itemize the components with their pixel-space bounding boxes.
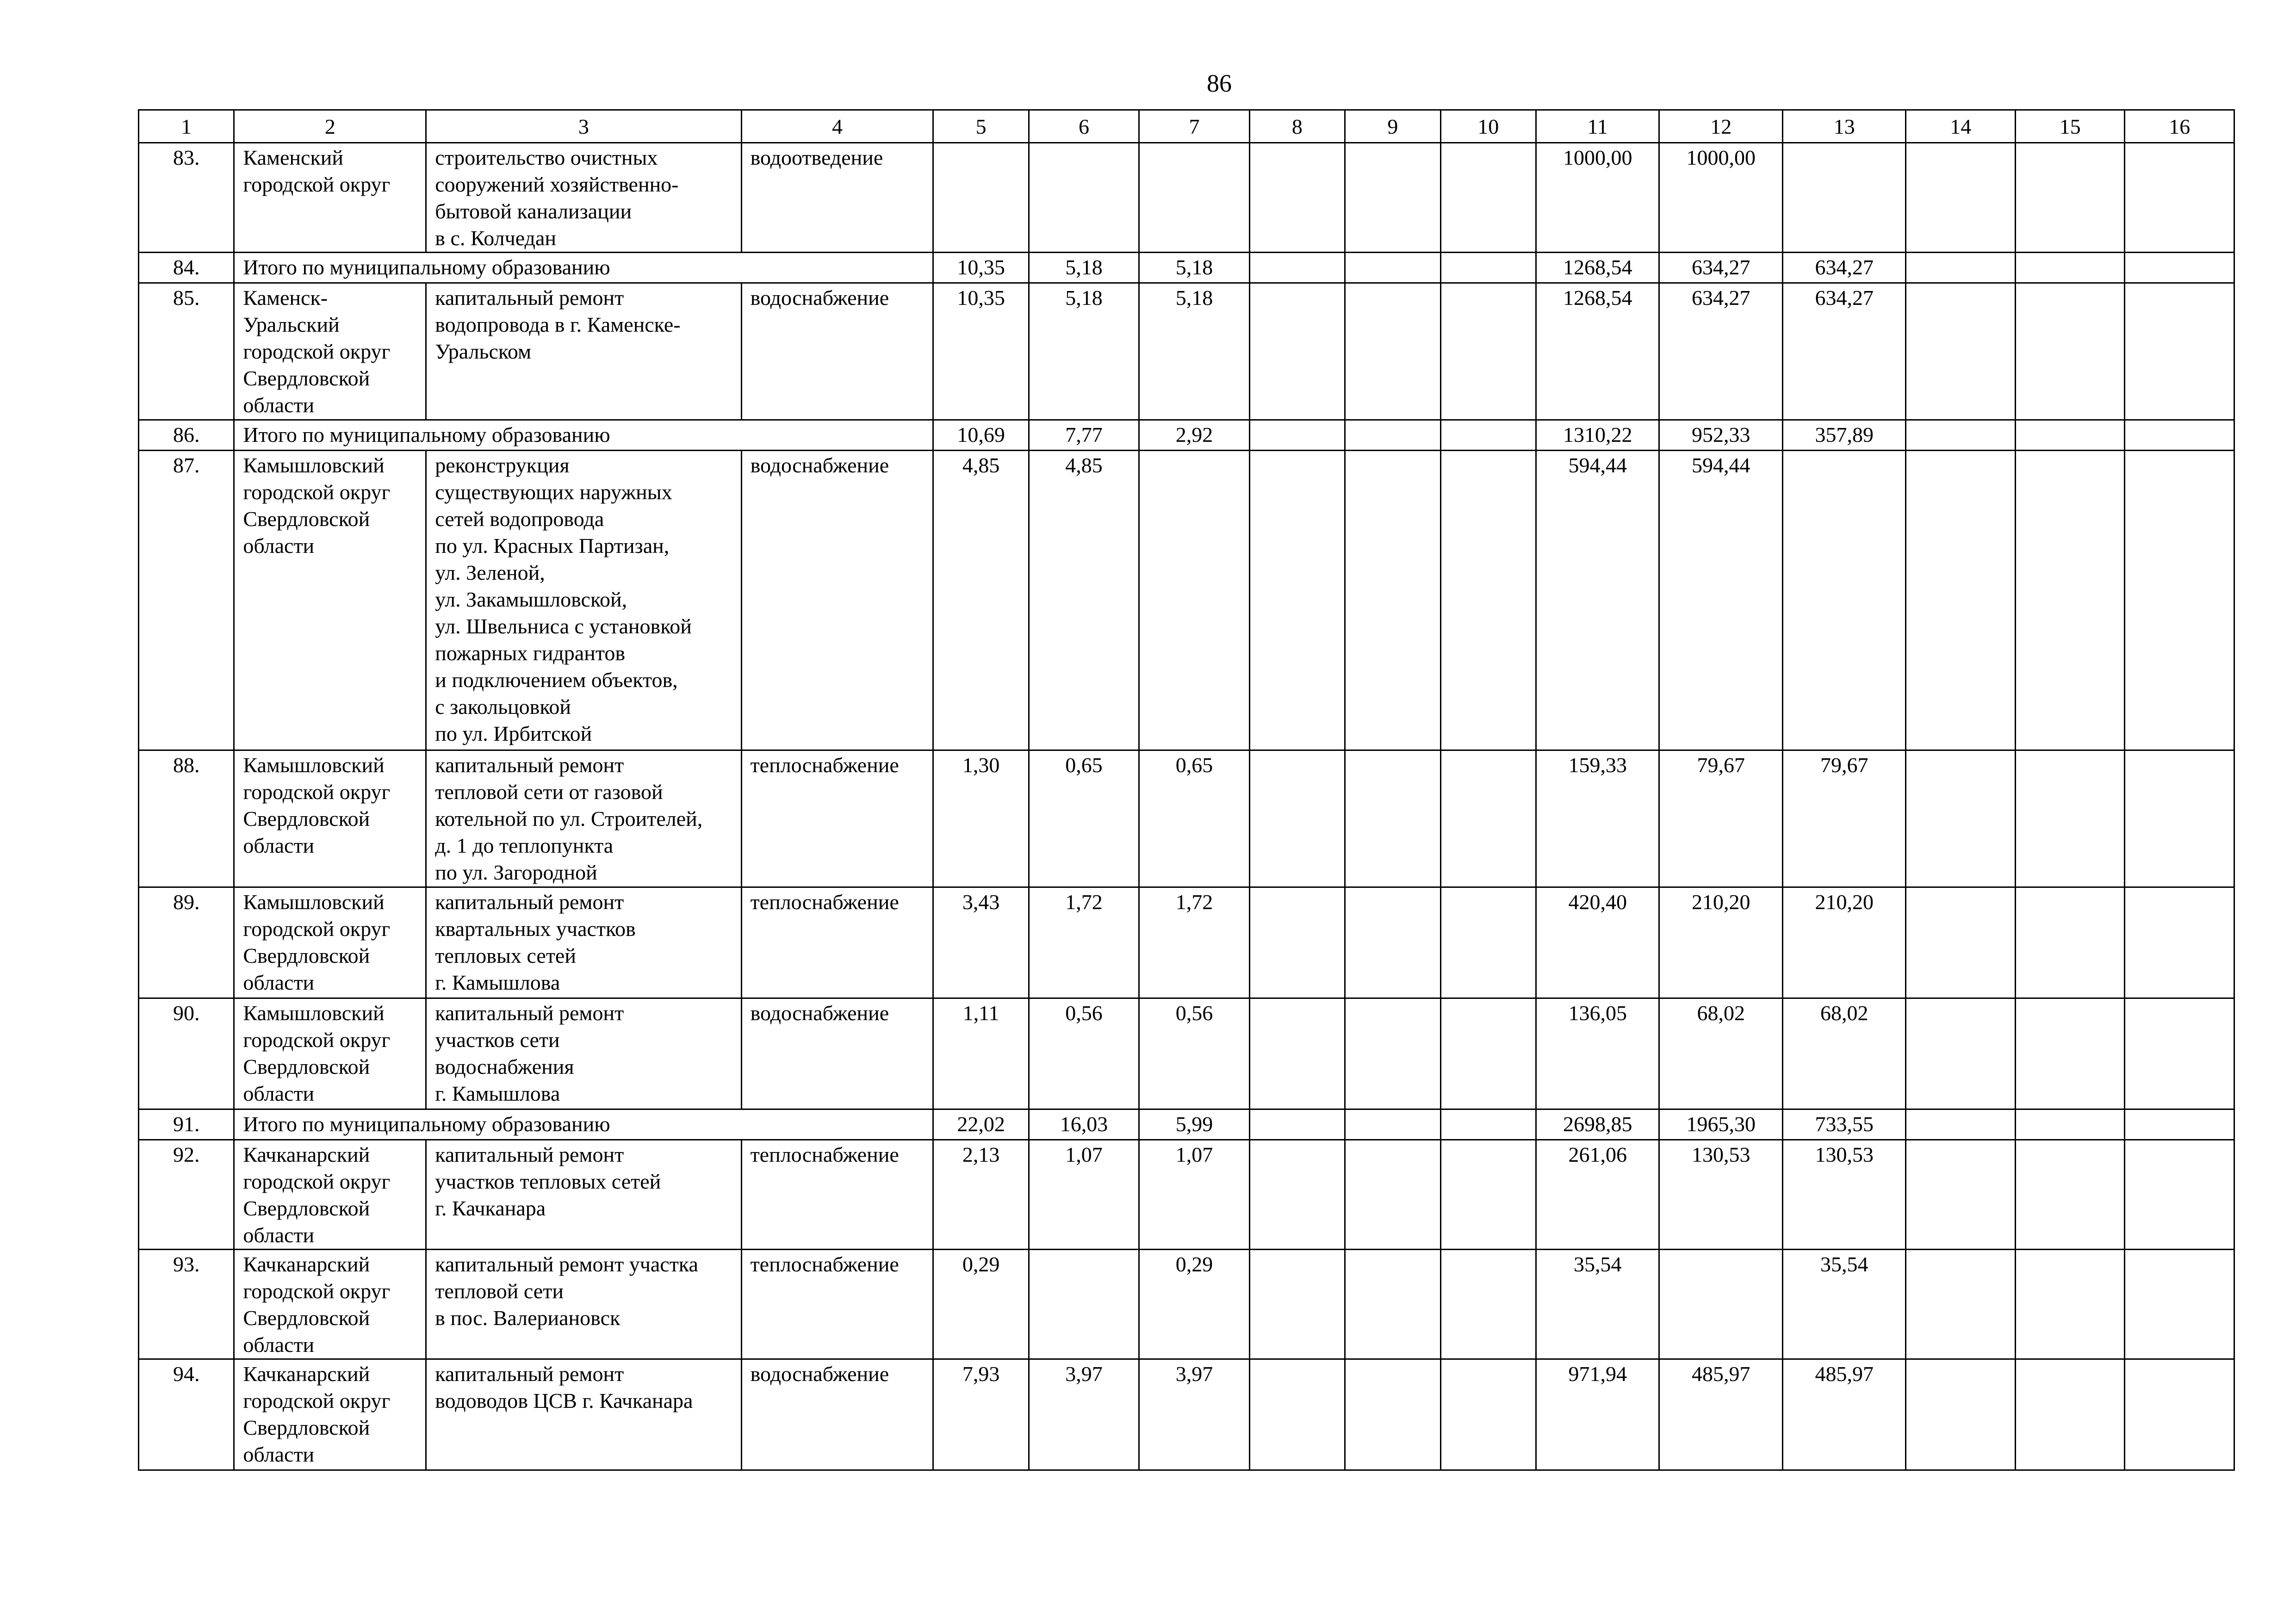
kind-cell: водоснабжение [741,451,933,750]
value-cell-col-13: 485,97 [1782,1359,1906,1470]
municipality-cell-line: Свердловской [243,944,370,967]
project-cell-line: и подключением объектов, [435,668,678,692]
value-cell-col-9 [1345,143,1440,253]
value-cell-col-8 [1249,1140,1345,1250]
project-cell-line: участков тепловых сетей [435,1170,661,1193]
value-cell-col-7: 1,07 [1139,1140,1249,1250]
value-cell-col-16 [2125,143,2234,253]
value-cell-col-13: 210,20 [1782,887,1906,998]
municipality-cell-line: области [243,971,315,994]
value-cell-col-9 [1345,1359,1440,1470]
column-header-16: 16 [2125,110,2234,143]
table-row [139,143,2234,253]
value-cell-col-16 [2125,887,2234,998]
column-header-1: 1 [139,110,234,143]
header-row [139,110,2234,143]
value-cell-col-7: 5,99 [1139,1109,1249,1140]
column-header-3: 3 [426,110,741,143]
project-cell-line: бытовой канализации [435,199,632,223]
value-cell-col-15 [2015,253,2124,283]
value-cell-col-14 [1906,998,2015,1109]
column-header-8: 8 [1249,110,1345,143]
value-cell-col-11: 35,54 [1536,1250,1659,1359]
value-cell-col-12: 1965,30 [1659,1109,1783,1140]
value-cell-col-12: 210,20 [1659,887,1783,998]
row-number: 92. [139,1140,234,1250]
value-cell-col-8 [1249,887,1345,998]
project-cell-line: водоснабжения [435,1055,574,1078]
row-number: 87. [139,451,234,750]
municipality-cell-line: городской округ [243,340,391,363]
row-number: 89. [139,887,234,998]
value-cell-col-5 [933,143,1029,253]
value-cell-col-14 [1906,887,2015,998]
total-row [139,1109,2234,1140]
column-header-15: 15 [2015,110,2124,143]
row-number: 93. [139,1250,234,1359]
value-cell-col-11: 1268,54 [1536,283,1659,420]
municipality-cell-line: Качканарский [243,1143,370,1166]
project-cell-line: г. Камышлова [435,971,560,994]
value-cell-col-13: 733,55 [1782,1109,1906,1140]
kind-cell: водоснабжение [741,998,933,1109]
municipality-cell-line: городской округ [243,780,391,804]
kind-cell: водоотведение [741,143,933,253]
value-cell-col-8 [1249,451,1345,750]
value-cell-col-8 [1249,998,1345,1109]
project-cell-line: тепловой сети [435,1279,564,1303]
value-cell-col-16 [2125,1109,2234,1140]
value-cell-col-12: 68,02 [1659,998,1783,1109]
column-header-9: 9 [1345,110,1440,143]
project-cell-line: ул. Закамышловской, [435,588,627,611]
value-cell-col-9 [1345,1250,1440,1359]
column-header-6: 6 [1029,110,1139,143]
value-cell-col-7: 2,92 [1139,420,1249,451]
municipality-cell [234,1250,426,1359]
value-cell-col-14 [1906,253,2015,283]
value-cell-col-10 [1440,143,1536,253]
project-cell-line: сетей водопровода [435,507,604,531]
municipality-cell [234,887,426,998]
project-cell-line: пожарных гидрантов [435,641,626,665]
project-cell [426,143,741,253]
column-header-11: 11 [1536,110,1659,143]
value-cell-col-5: 0,29 [933,1250,1029,1359]
value-cell-col-15 [2015,1250,2124,1359]
row-number: 90. [139,998,234,1109]
project-cell-line: по ул. Красных Партизан, [435,534,670,558]
value-cell-col-10 [1440,451,1536,750]
value-cell-col-5: 10,35 [933,253,1029,283]
project-cell-line: строительство очистных [435,146,658,169]
value-cell-col-12: 952,33 [1659,420,1783,451]
project-cell-line: с закольцовкой [435,695,571,719]
column-header-4: 4 [741,110,933,143]
total-label: Итого по муниципальному образованию [234,1109,933,1140]
value-cell-col-6: 1,72 [1029,887,1139,998]
kind-cell: теплоснабжение [741,1140,933,1250]
municipality-cell-line: Каменск- [243,286,328,310]
row-number: 88. [139,750,234,887]
value-cell-col-6: 7,77 [1029,420,1139,451]
value-cell-col-7 [1139,451,1249,750]
project-cell-line: по ул. Загородной [435,861,597,884]
table-row [139,1359,2234,1470]
value-cell-col-7: 5,18 [1139,283,1249,420]
project-cell-line: сооружений хозяйственно- [435,173,679,196]
municipality-cell [234,750,426,887]
municipality-cell-line: области [243,1223,315,1247]
value-cell-col-5: 3,43 [933,887,1029,998]
value-cell-col-12: 594,44 [1659,451,1783,750]
value-cell-col-7 [1139,143,1249,253]
total-label: Итого по муниципальному образованию [234,420,933,451]
row-number: 94. [139,1359,234,1470]
value-cell-col-10 [1440,998,1536,1109]
municipality-cell-line: городской округ [243,1279,391,1303]
project-cell [426,451,741,750]
column-header-14: 14 [1906,110,2015,143]
value-cell-col-15 [2015,1109,2124,1140]
municipality-cell-line: городской округ [243,173,391,196]
value-cell-col-7: 0,56 [1139,998,1249,1109]
value-cell-col-6: 4,85 [1029,451,1139,750]
project-cell-line: г. Камышлова [435,1082,560,1105]
municipality-cell-line: Качканарский [243,1252,370,1276]
project-cell-line: г. Качканара [435,1196,546,1220]
value-cell-col-12: 634,27 [1659,283,1783,420]
municipality-cell-line: Свердловской [243,1196,370,1220]
value-cell-col-13 [1782,451,1906,750]
value-cell-col-16 [2125,1250,2234,1359]
value-cell-col-12: 130,53 [1659,1140,1783,1250]
total-row [139,253,2234,283]
value-cell-col-6: 1,07 [1029,1140,1139,1250]
data-table [138,109,2235,1471]
value-cell-col-8 [1249,420,1345,451]
value-cell-col-15 [2015,451,2124,750]
value-cell-col-11: 1268,54 [1536,253,1659,283]
value-cell-col-5: 10,35 [933,283,1029,420]
municipality-cell-line: области [243,1443,315,1466]
value-cell-col-16 [2125,253,2234,283]
value-cell-col-14 [1906,1250,2015,1359]
value-cell-col-6: 0,56 [1029,998,1139,1109]
value-cell-col-9 [1345,420,1440,451]
kind-cell: водоснабжение [741,283,933,420]
value-cell-col-13: 68,02 [1782,998,1906,1109]
project-cell-line: водопровода в г. Каменске- [435,313,681,336]
table-row [139,283,2234,420]
value-cell-col-15 [2015,420,2124,451]
value-cell-col-14 [1906,283,2015,420]
value-cell-col-13: 357,89 [1782,420,1906,451]
municipality-cell [234,998,426,1109]
municipality-cell [234,451,426,750]
municipality-cell-line: Камышловский [243,453,385,477]
value-cell-col-9 [1345,451,1440,750]
value-cell-col-5: 1,11 [933,998,1029,1109]
value-cell-col-5: 1,30 [933,750,1029,887]
value-cell-col-14 [1906,750,2015,887]
value-cell-col-12: 1000,00 [1659,143,1783,253]
project-cell-line: реконструкция [435,453,570,477]
value-cell-col-8 [1249,253,1345,283]
column-header-7: 7 [1139,110,1249,143]
project-cell-line: квартальных участков [435,917,636,941]
value-cell-col-15 [2015,283,2124,420]
value-cell-col-13: 130,53 [1782,1140,1906,1250]
value-cell-col-12: 79,67 [1659,750,1783,887]
project-cell-line: существующих наружных [435,480,672,504]
value-cell-col-9 [1345,998,1440,1109]
project-cell-line: капитальный ремонт [435,1001,624,1025]
kind-cell: теплоснабжение [741,750,933,887]
value-cell-col-10 [1440,253,1536,283]
project-cell-line: тепловых сетей [435,944,576,967]
project-cell-line: капитальный ремонт [435,1143,624,1166]
page-number: 86 [1207,69,1232,97]
value-cell-col-14 [1906,420,2015,451]
project-cell-line: капитальный ремонт участка [435,1252,698,1276]
value-cell-col-6: 0,65 [1029,750,1139,887]
value-cell-col-16 [2125,750,2234,887]
project-cell-line: Уральском [435,340,532,363]
value-cell-col-9 [1345,887,1440,998]
value-cell-col-8 [1249,1250,1345,1359]
municipality-cell-line: Свердловской [243,507,370,531]
column-header-10: 10 [1440,110,1536,143]
project-cell-line: по ул. Ирбитской [435,722,592,745]
value-cell-col-15 [2015,1140,2124,1250]
value-cell-col-11: 420,40 [1536,887,1659,998]
project-cell-line: участков сети [435,1028,560,1052]
municipality-cell-line: городской округ [243,480,391,504]
table-row [139,1250,2234,1359]
project-cell-line: капитальный ремонт [435,286,624,310]
value-cell-col-15 [2015,998,2124,1109]
value-cell-col-9 [1345,1109,1440,1140]
value-cell-col-5: 2,13 [933,1140,1029,1250]
value-cell-col-11: 594,44 [1536,451,1659,750]
table-row [139,451,2234,750]
project-cell [426,887,741,998]
value-cell-col-8 [1249,1359,1345,1470]
value-cell-col-11: 1000,00 [1536,143,1659,253]
kind-cell: теплоснабжение [741,887,933,998]
value-cell-col-6 [1029,143,1139,253]
row-number: 83. [139,143,234,253]
value-cell-col-6: 16,03 [1029,1109,1139,1140]
value-cell-col-8 [1249,143,1345,253]
table-row [139,998,2234,1109]
value-cell-col-8 [1249,750,1345,887]
value-cell-col-13: 35,54 [1782,1250,1906,1359]
municipality-cell-line: Уральский [243,313,340,336]
project-cell-line: в с. Колчедан [435,226,556,250]
value-cell-col-14 [1906,1109,2015,1140]
value-cell-col-5: 4,85 [933,451,1029,750]
value-cell-col-7: 5,18 [1139,253,1249,283]
municipality-cell-line: области [243,534,315,558]
value-cell-col-15 [2015,750,2124,887]
value-cell-col-8 [1249,283,1345,420]
municipality-cell-line: Свердловской [243,1055,370,1078]
municipality-cell-line: городской округ [243,917,391,941]
project-cell-line: тепловой сети от газовой [435,780,663,804]
value-cell-col-10 [1440,1109,1536,1140]
municipality-cell-line: городской округ [243,1389,391,1412]
value-cell-col-6: 5,18 [1029,283,1139,420]
column-header-5: 5 [933,110,1029,143]
municipality-cell-line: Камышловский [243,1001,385,1025]
row-number: 85. [139,283,234,420]
value-cell-col-13: 79,67 [1782,750,1906,887]
project-cell-line: ул. Зеленой, [435,561,545,584]
value-cell-col-5: 22,02 [933,1109,1029,1140]
value-cell-col-14 [1906,451,2015,750]
project-cell-line: котельной по ул. Строителей, [435,807,703,830]
value-cell-col-10 [1440,1359,1536,1470]
kind-cell: водоснабжение [741,1359,933,1470]
total-label: Итого по муниципальному образованию [234,253,933,283]
value-cell-col-10 [1440,887,1536,998]
project-cell [426,1140,741,1250]
value-cell-col-14 [1906,143,2015,253]
value-cell-col-6 [1029,1250,1139,1359]
municipality-cell-line: Камышловский [243,753,385,777]
municipality-cell-line: области [243,1082,315,1105]
municipality-cell-line: Свердловской [243,1416,370,1439]
value-cell-col-5: 7,93 [933,1359,1029,1470]
row-number: 91. [139,1109,234,1140]
municipality-cell-line: области [243,393,315,417]
municipality-cell-line: Камышловский [243,890,385,914]
value-cell-col-12: 485,97 [1659,1359,1783,1470]
value-cell-col-16 [2125,1359,2234,1470]
value-cell-col-15 [2015,887,2124,998]
value-cell-col-10 [1440,750,1536,887]
value-cell-col-11: 2698,85 [1536,1109,1659,1140]
municipality-cell [234,1140,426,1250]
municipality-cell-line: Качканарский [243,1362,370,1386]
column-header-13: 13 [1782,110,1906,143]
value-cell-col-15 [2015,143,2124,253]
project-cell [426,1250,741,1359]
municipality-cell-line: области [243,1333,315,1357]
project-cell-line: капитальный ремонт [435,890,624,914]
value-cell-col-15 [2015,1359,2124,1470]
value-cell-col-10 [1440,420,1536,451]
value-cell-col-7: 0,29 [1139,1250,1249,1359]
table-row [139,1140,2234,1250]
value-cell-col-7: 3,97 [1139,1359,1249,1470]
table-row [139,750,2234,887]
project-cell-line: в пос. Валериановск [435,1306,621,1330]
municipality-cell [234,143,426,253]
project-cell [426,283,741,420]
value-cell-col-12: 634,27 [1659,253,1783,283]
value-cell-col-13: 634,27 [1782,283,1906,420]
value-cell-col-11: 971,94 [1536,1359,1659,1470]
value-cell-col-13 [1782,143,1906,253]
value-cell-col-11: 1310,22 [1536,420,1659,451]
value-cell-col-10 [1440,1250,1536,1359]
value-cell-col-7: 0,65 [1139,750,1249,887]
municipality-cell [234,283,426,420]
value-cell-col-16 [2125,451,2234,750]
project-cell [426,1359,741,1470]
value-cell-col-16 [2125,1140,2234,1250]
value-cell-col-14 [1906,1359,2015,1470]
value-cell-col-10 [1440,283,1536,420]
value-cell-col-16 [2125,283,2234,420]
municipality-cell-line: городской округ [243,1028,391,1052]
value-cell-col-16 [2125,998,2234,1109]
value-cell-col-16 [2125,420,2234,451]
municipality-cell-line: Каменский [243,146,344,169]
project-cell-line: водоводов ЦСВ г. Качканара [435,1389,693,1412]
project-cell [426,750,741,887]
value-cell-col-11: 136,05 [1536,998,1659,1109]
value-cell-col-10 [1440,1140,1536,1250]
table-row [139,887,2234,998]
value-cell-col-5: 10,69 [933,420,1029,451]
value-cell-col-9 [1345,750,1440,887]
municipality-cell-line: Свердловской [243,366,370,390]
project-cell-line: ул. Швельниса с установкой [435,614,692,638]
value-cell-col-9 [1345,283,1440,420]
column-header-2: 2 [234,110,426,143]
column-header-12: 12 [1659,110,1783,143]
value-cell-col-6: 3,97 [1029,1359,1139,1470]
municipality-cell-line: области [243,834,315,857]
value-cell-col-9 [1345,1140,1440,1250]
project-cell-line: капитальный ремонт [435,753,624,777]
value-cell-col-11: 261,06 [1536,1140,1659,1250]
kind-cell: теплоснабжение [741,1250,933,1359]
row-number: 84. [139,253,234,283]
municipality-cell-line: Свердловской [243,807,370,830]
project-cell-line: д. 1 до теплопункта [435,834,614,857]
value-cell-col-7: 1,72 [1139,887,1249,998]
value-cell-col-12 [1659,1250,1783,1359]
value-cell-col-13: 634,27 [1782,253,1906,283]
municipality-cell-line: городской округ [243,1170,391,1193]
municipality-cell-line: Свердловской [243,1306,370,1330]
municipality-cell [234,1359,426,1470]
project-cell-line: капитальный ремонт [435,1362,624,1386]
value-cell-col-11: 159,33 [1536,750,1659,887]
row-number: 86. [139,420,234,451]
value-cell-col-14 [1906,1140,2015,1250]
value-cell-col-6: 5,18 [1029,253,1139,283]
value-cell-col-9 [1345,253,1440,283]
project-cell [426,998,741,1109]
value-cell-col-8 [1249,1109,1345,1140]
total-row [139,420,2234,451]
